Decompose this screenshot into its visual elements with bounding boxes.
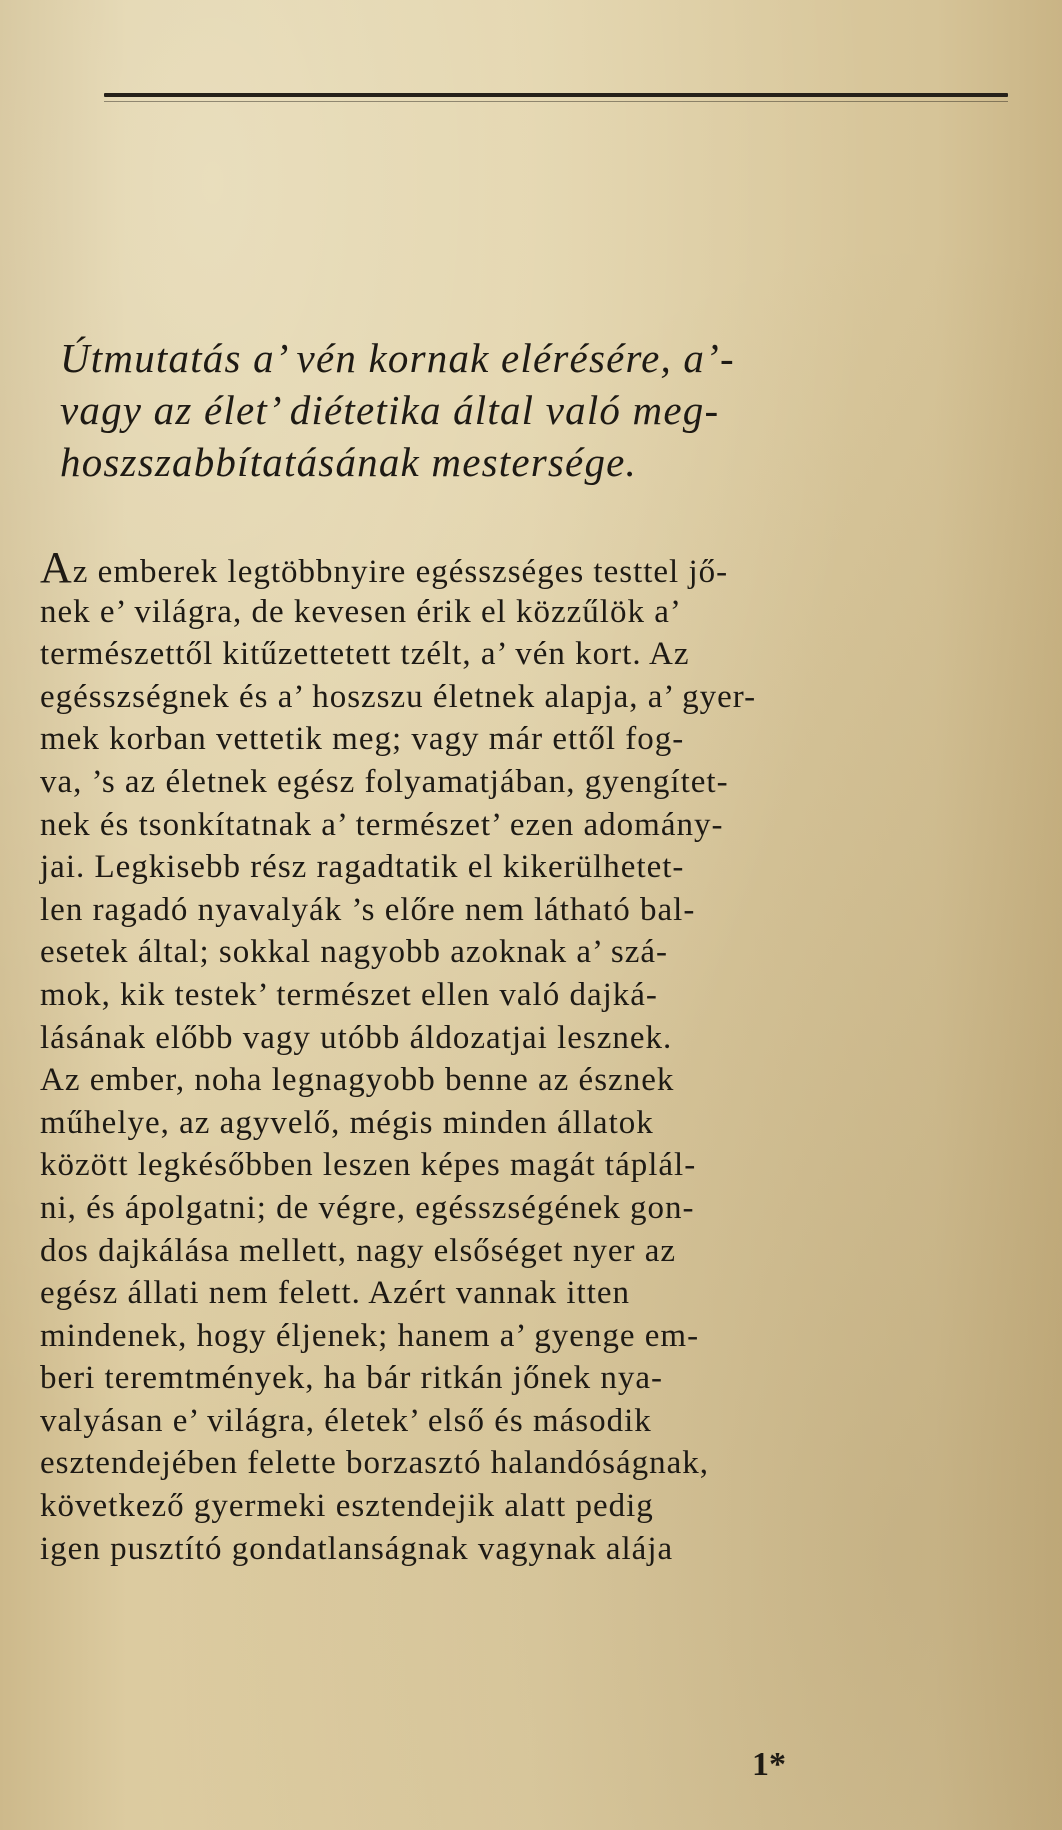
body-line: igen pusztító gondatlanságnak vagynak alája [40,1530,674,1567]
title-line: hoszszabbítatásának mestersége. [60,439,638,485]
signature-mark: 1* [752,1746,786,1783]
body-line: mok, kik testek’ természet ellen való dajká- [40,976,658,1013]
body-line: következő gyermeki esztendejik alatt pedig [40,1488,654,1525]
drop-cap: A [40,543,73,592]
header-rule [104,93,1008,97]
body-line: egész állati nem felett. Azért vannak itten [40,1275,631,1312]
body-line: egésszségnek és a’ hoszszu életnek alapja, a’ gyer- [40,678,757,715]
body-line: nek e’ világra, de kevesen érik el közzűlök a’ [40,593,682,630]
body-line: jai. Legkisebb rész ragadtatik el kikerülhetet- [40,849,685,886]
chapter-title [60,332,1010,488]
body-line: természettől kitűzettetett tzélt, a’ vén kort. Az [40,636,690,673]
body-line: esetek által; sokkal nagyobb azoknak a’ szá- [40,934,668,971]
body-line: nek és tsonkítatnak a’ természet’ ezen adomány- [40,806,724,843]
body-text [40,543,1010,1570]
body-line: valyásan e’ világra, életek’ első és második [40,1402,652,1439]
body-line [40,543,1010,592]
body-line: mindenek, hogy éljenek; hanem a’ gyenge em- [40,1317,700,1354]
body-line: va, ’s az életnek egész folyamatjában, gyengítet- [40,763,729,800]
header-rule-thin [104,101,1008,102]
title-line: vagy az élet’ diétetika által való meg- [60,387,720,433]
body-line: műhelye, az agyvelő, mégis minden állatok [40,1104,654,1141]
title-line: Útmutatás a’ vén kornak elérésére, a’- [60,335,735,381]
body-line: mek korban vettetik meg; vagy már ettől fog- [40,721,685,758]
body-line: beri teremtmények, ha bár ritkán jőnek nya- [40,1360,664,1397]
body-line: dos dajkálása mellett, nagy elsőséget nyer az [40,1232,677,1269]
body-line: Az ember, noha legnagyobb benne az észnek [40,1062,675,1099]
body-line: között legkésőbben leszen képes magát táplál- [40,1147,697,1184]
body-line: esztendejében felette borzasztó halandóságnak, [40,1445,710,1482]
body-line: len ragadó nyavalyák ’s előre nem látható bal- [40,891,696,928]
body-line: lásának előbb vagy utóbb áldozatjai lesznek. [40,1019,673,1056]
body-line-text: z emberek legtöbbnyire egésszséges testtel jő- [72,554,729,590]
body-line: ni, és ápolgatni; de végre, egésszségének gon- [40,1189,695,1226]
